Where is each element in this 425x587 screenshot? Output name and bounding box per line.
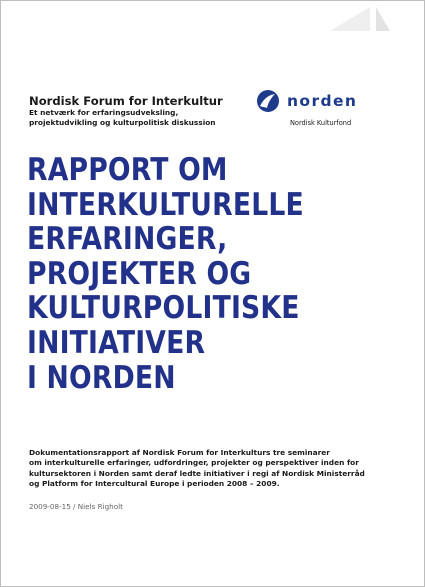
organization-subtitle-line-2: projektudvikling og kulturpolitisk diskussion (29, 118, 216, 127)
swan-logo-icon (256, 89, 280, 113)
organization-subtitle-line-1: Et netværk for erfaringsudveksling, (29, 108, 179, 117)
norden-logo (256, 89, 376, 127)
corner-decoration (330, 7, 390, 31)
report-byline: 2009-08-15 / Niels Righolt (29, 502, 123, 511)
organization-name: Nordisk Forum for Interkultur (29, 94, 223, 108)
organization-header (29, 94, 259, 128)
logo-subtitle: Nordisk Kulturfond (290, 119, 352, 127)
report-title: RAPPORT OM INTERKULTURELLE ERFARINGER, PROJEKTER OG KULTURPOLITISKE INITIATIVER I NORDEN (27, 152, 304, 396)
logo-wordmark: norden (287, 92, 358, 110)
report-description: Dokumentationsrapport af Nordisk Forum for Interkulturs tre seminarer om interkulturelle erfaringer, udfordringer, projekter og perspektiver inden for kultursektoren i Norden samt deraf ledte initiativer i regi af Nordisk Ministerråd og Platform for Intercultural Europe i perioden 2008 – 2009. (29, 448, 365, 489)
